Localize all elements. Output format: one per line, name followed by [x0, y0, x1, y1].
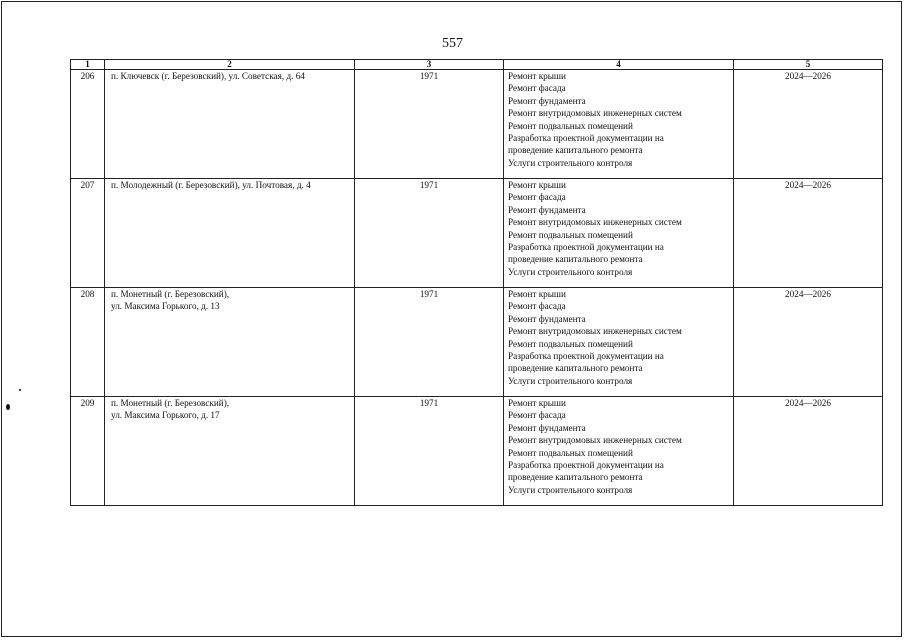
- table-row: [71, 70, 883, 179]
- construction-year: 1971: [355, 397, 504, 506]
- work-item: Ремонт внутридомовых инженерных систем: [508, 108, 682, 119]
- work-item: Ремонт фундамента: [508, 313, 586, 324]
- address-line: п. Молодежный (г. Березовский), ул. Почтовая, д. 4: [111, 180, 311, 190]
- work-item: Ремонт крыши: [508, 71, 566, 81]
- column-header-5: 5: [734, 60, 883, 70]
- work-item: Ремонт фундамента: [508, 204, 586, 215]
- work-item: Разработка проектной документации на: [508, 351, 664, 362]
- scan-speck: [6, 404, 10, 410]
- repair-period: 2024—2026: [734, 179, 883, 288]
- address-line: п. Ключевск (г. Березовский), ул. Советская, д. 64: [111, 71, 305, 81]
- work-item: Ремонт внутридомовых инженерных систем: [508, 435, 682, 446]
- work-item: проведение капитального ремонта: [508, 145, 643, 156]
- work-item: Ремонт фасада: [508, 301, 566, 312]
- row-number: 208: [71, 288, 105, 397]
- work-item: Услуги строительного контроля: [508, 157, 633, 168]
- construction-year: 1971: [355, 288, 504, 397]
- works-cell: [504, 70, 734, 179]
- work-item: Ремонт крыши: [508, 398, 566, 408]
- table-row: [71, 397, 883, 506]
- column-header-1: 1: [71, 60, 105, 70]
- scan-speck: [19, 389, 21, 391]
- table-row: [71, 179, 883, 288]
- repair-period: 2024—2026: [734, 70, 883, 179]
- works-cell: [504, 397, 734, 506]
- work-item: Услуги строительного контроля: [508, 375, 633, 386]
- address-cell: [105, 288, 355, 397]
- work-item: Ремонт подвальных помещений: [508, 447, 633, 458]
- address-line: ул. Максима Горького, д. 17: [111, 410, 220, 421]
- work-item: Ремонт фасада: [508, 83, 566, 94]
- table-header-row: [71, 60, 883, 70]
- housing-repair-table: [70, 59, 883, 506]
- table-body: [71, 70, 883, 506]
- address-line: ул. Максима Горького, д. 13: [111, 301, 220, 312]
- work-item: Разработка проектной документации на: [508, 133, 664, 144]
- work-item: Ремонт фасада: [508, 192, 566, 203]
- column-header-3: 3: [355, 60, 504, 70]
- work-item: Ремонт крыши: [508, 289, 566, 299]
- work-item: Ремонт внутридомовых инженерных систем: [508, 326, 682, 337]
- work-item: Услуги строительного контроля: [508, 484, 633, 495]
- work-item: Разработка проектной документации на: [508, 242, 664, 253]
- work-item: Ремонт подвальных помещений: [508, 338, 633, 349]
- column-header-2: 2: [105, 60, 355, 70]
- work-item: проведение капитального ремонта: [508, 254, 643, 265]
- row-number: 209: [71, 397, 105, 506]
- address-cell: [105, 179, 355, 288]
- page-number: 557: [442, 36, 463, 51]
- works-cell: [504, 179, 734, 288]
- address-line: п. Монетный (г. Березовский),: [111, 398, 230, 408]
- construction-year: 1971: [355, 179, 504, 288]
- table-row: [71, 288, 883, 397]
- works-cell: [504, 288, 734, 397]
- construction-year: 1971: [355, 70, 504, 179]
- address-line: п. Монетный (г. Березовский),: [111, 289, 230, 299]
- work-item: Ремонт фасада: [508, 410, 566, 421]
- work-item: проведение капитального ремонта: [508, 472, 643, 483]
- work-item: проведение капитального ремонта: [508, 363, 643, 374]
- address-cell: [105, 70, 355, 179]
- work-item: Разработка проектной документации на: [508, 460, 664, 471]
- repair-period: 2024—2026: [734, 288, 883, 397]
- row-number: 207: [71, 179, 105, 288]
- work-item: Ремонт фундамента: [508, 422, 586, 433]
- work-item: Ремонт внутридомовых инженерных систем: [508, 217, 682, 228]
- work-item: Ремонт фундамента: [508, 95, 586, 106]
- work-item: Ремонт подвальных помещений: [508, 120, 633, 131]
- work-item: Ремонт крыши: [508, 180, 566, 190]
- repair-period: 2024—2026: [734, 397, 883, 506]
- work-item: Услуги строительного контроля: [508, 266, 633, 277]
- work-item: Ремонт подвальных помещений: [508, 229, 633, 240]
- column-header-4: 4: [504, 60, 734, 70]
- row-number: 206: [71, 70, 105, 179]
- address-cell: [105, 397, 355, 506]
